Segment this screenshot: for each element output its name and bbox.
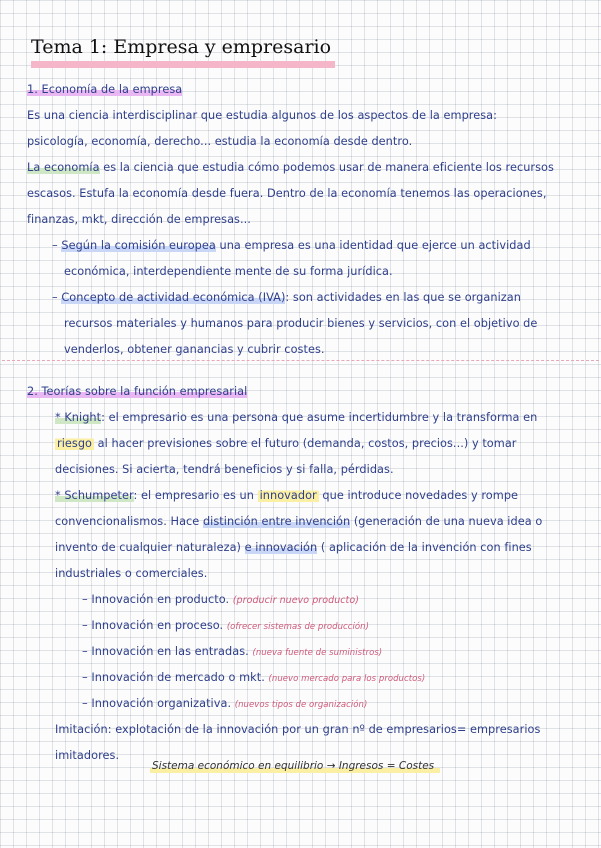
innovation-note: (ofrecer sistemas de producción) xyxy=(226,622,369,632)
section1-heading xyxy=(27,83,182,97)
s2-schumpeter-line3-rest: ( aplicación de la invención con fines xyxy=(317,541,532,554)
s2-schumpeter-line3 xyxy=(55,541,532,555)
innovation-type: – Innovación en las entradas. xyxy=(82,645,249,658)
section1-heading-text: 1. Economía de la empresa xyxy=(27,83,183,96)
list-item xyxy=(82,619,369,634)
section-divider xyxy=(2,360,599,361)
s2-knight-line3: decisiones. Si acierta, tendrá beneficios y si falla, pérdidas. xyxy=(55,463,394,476)
s2-schumpeter-line4: industriales o comerciales. xyxy=(55,567,208,580)
s2-schumpeter-line2-a: convencionalismos. Hace xyxy=(55,515,203,528)
s1-bullet2-line2: recursos materiales y humanos para producir bienes y servicios, con el objetivo de xyxy=(64,317,538,330)
innovation-type: – Innovación en proceso. xyxy=(82,619,224,632)
innovation-type: – Innovación de mercado o mkt. xyxy=(82,671,265,684)
innovation-type: – Innovación organizativa. xyxy=(82,697,232,710)
innovation-note: (nuevo mercado para los productos) xyxy=(268,674,426,684)
s2-knight-line1 xyxy=(55,411,537,425)
s2-imitacion-line2: imitadores. xyxy=(55,749,120,762)
term-riesgo: riesgo xyxy=(57,437,93,450)
s2-schumpeter-mid: : el empresario es un xyxy=(133,489,258,502)
term-innovador: innovador xyxy=(259,489,317,502)
s1-p2-line2: escasos. Estufa la economía desde fuera. Dentro de la economía tenemos las operaciones, xyxy=(27,187,547,200)
term-schumpeter: * Schumpeter xyxy=(55,489,134,502)
s1-bullet1-line1 xyxy=(52,239,531,253)
innovation-note: (nueva fuente de suministros) xyxy=(252,648,383,658)
bullet-dash: – xyxy=(52,239,62,252)
s2-knight-line2 xyxy=(55,437,517,451)
s2-schumpeter-line1 xyxy=(55,489,518,503)
s1-p2-line3: finanzas, mkt, dirección de empresas... xyxy=(27,213,251,226)
section2-heading-text: 2. Teorías sobre la función empresarial xyxy=(27,385,248,398)
term-invencion: distinción entre invención xyxy=(202,515,351,528)
term-innovacion: e innovación xyxy=(244,541,318,554)
s1-p2-line1-rest: es la ciencia que estudia cómo podemos usar de manera eficiente los recursos xyxy=(99,161,554,174)
s2-knight-rest: : el empresario es una persona que asume incertidumbre y la transforma en xyxy=(101,411,538,424)
s2-imitacion-line1: Imitación: explotación de la innovación por un gran nº de empresarios= empresarios xyxy=(55,723,541,736)
s1-p1-line2: psicología, economía, derecho... estudia la economía desde dentro. xyxy=(27,135,413,148)
s1-bullet1-rest: una empresa es una identidad que ejerce un actividad xyxy=(215,239,531,252)
innovation-note: (nuevos tipos de organización) xyxy=(234,700,368,710)
term-comision-europea: Según la comisión europea xyxy=(61,239,216,252)
innovation-type: – Innovación en producto. xyxy=(82,593,230,606)
s1-bullet2-rest: : son actividades en las que se organizan xyxy=(285,291,521,304)
s2-schumpeter-line3-a: invento de cualquier naturaleza) xyxy=(55,541,245,554)
s2-schumpeter-line2-rest: (generación de una nueva idea o xyxy=(350,515,543,528)
section2-heading xyxy=(27,385,247,399)
term-economia: La economía xyxy=(27,161,100,174)
s1-bullet2-line3: venderlos, obtener ganancias y cubrir costes. xyxy=(64,343,325,356)
s2-schumpeter-rest: que introduce novedades y rompe xyxy=(318,489,519,502)
bullet-dash: – xyxy=(52,291,62,304)
list-item xyxy=(82,593,359,608)
list-item xyxy=(82,645,382,660)
s1-bullet1-line2: económica, interdependiente mente de su forma jurídica. xyxy=(64,265,393,278)
page-title: Tema 1: Empresa y empresario xyxy=(31,36,335,68)
term-actividad-economica: Concepto de actividad económica (IVA) xyxy=(61,291,286,304)
innovation-note: (producir nuevo producto) xyxy=(232,595,359,606)
s1-p1-line1: Es una ciencia interdisciplinar que estudia algunos de los aspectos de la empresa: xyxy=(27,109,498,122)
s1-p2-line1 xyxy=(27,161,554,175)
list-item xyxy=(82,697,367,712)
s1-bullet2-line1 xyxy=(52,291,521,305)
equilibrium-note: Sistema económico en equilibrio → Ingresos = Costes xyxy=(150,760,440,773)
s2-knight-line2-rest: al hacer previsiones sobre el futuro (demanda, costos, precios...) y tomar xyxy=(94,437,517,450)
list-item xyxy=(82,671,425,686)
term-knight: * Knight xyxy=(55,411,102,424)
s2-schumpeter-line2 xyxy=(55,515,542,529)
